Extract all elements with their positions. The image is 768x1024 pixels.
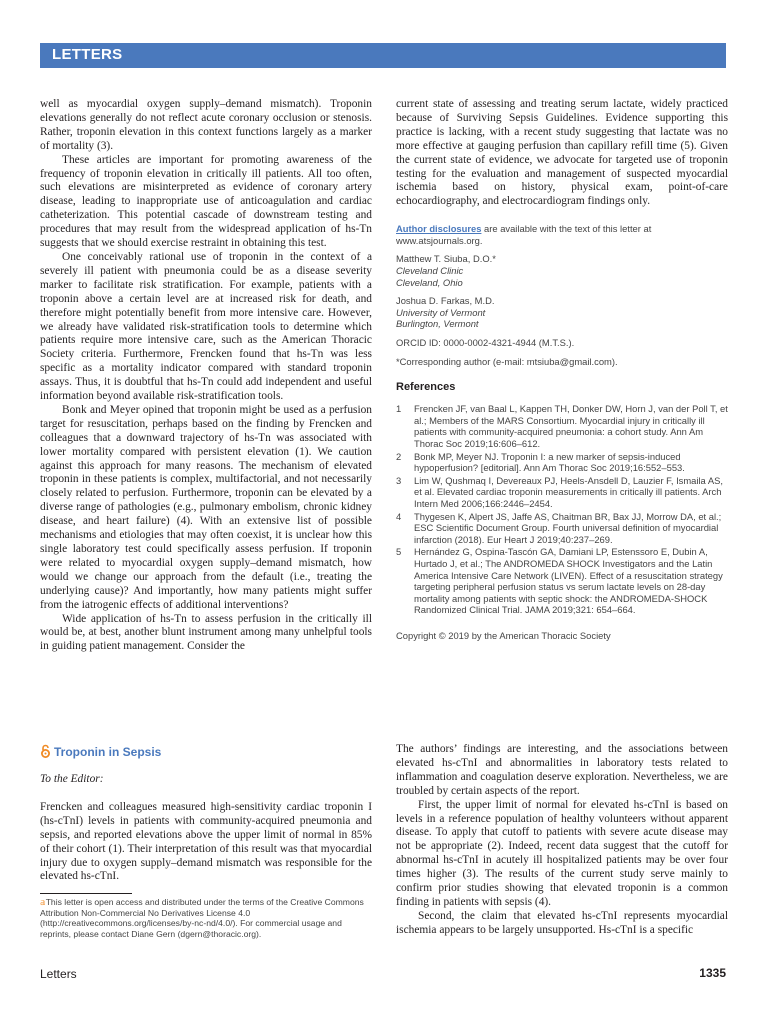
page-number: 1335 bbox=[699, 966, 726, 980]
reference-text: Lim W, Qushmaq I, Devereaux PJ, Heels-Ansdell D, Lauzier F, Ismaila AS, et al. Elevated cardiac troponin measurements in critically ill patients. Arch Intern Med 2006;166:2446–2454. bbox=[414, 474, 723, 509]
orcid: ORCID ID: 0000-0002-4321-4944 (M.T.S.). bbox=[396, 337, 575, 348]
paragraph: The authors’ findings are interesting, and the associations between elevated hs-cTnI and abnormalities in laboratory tests related to inflammation and coagulation deserve exploration. Nevertheless, we are troubled by certain aspects of the report. bbox=[396, 743, 728, 797]
footnote-rule bbox=[40, 893, 132, 894]
reference-item bbox=[396, 451, 728, 474]
reference-item bbox=[396, 475, 728, 510]
reference-text: Bonk MP, Meyer NJ. Troponin I: a new marker of sepsis-induced hypoperfusion? [editorial]. Ann Am Thorac Soc 2019;16:552–553. bbox=[414, 450, 685, 474]
salutation: To the Editor: bbox=[40, 773, 104, 785]
author-disclosures: Author disclosures are available with the text of this letter at www.atsjournals.org. bbox=[396, 223, 652, 246]
reference-item bbox=[396, 511, 728, 546]
letter-title: Troponin in Sepsis bbox=[40, 744, 372, 759]
right-column-bottom bbox=[396, 743, 728, 938]
section-label: LETTERS bbox=[52, 46, 123, 63]
footer-section-label: Letters bbox=[40, 967, 77, 981]
paragraph: One conceivably rational use of troponin in the context of a severely ill patient with pneumonia could be as a disease severity marker to facilitate risk stratification. For example, patients with a troponin above a certain level are at increased risk for death, and therefore might potentially benefit from more intensive care. However, we already have validated risk-stratification tools to determine which patients require more intensive care, such as the American Thoracic Society criteria. Furthermore, Frencken found that hs-Tn was less specific as a mortality indicator compared with standard troponin assays. Thus, it is doubtful that hs-Tn could add independent and useful information beyond available risk-stratification tools. bbox=[40, 250, 372, 403]
reference-text: Hernández G, Ospina-Tascón GA, Damiani LP, Estenssoro E, Dubin A, Hurtado J, et al.; The ANDROMEDA SHOCK Investigators and the Latin America Intensive Care Network (LIVEN). Effect of a resuscitation strategy targeting peripheral perfusion status vs serum lactate levels on 28-day mortality among patients with septic shock: the ANDROMEDA-SHOCK Randomized Clinical Trial. JAMA 2019;321: 654–664. bbox=[414, 546, 723, 616]
open-access-footnote: 𝕒This letter is open access and distributed under the terms of the Creative Commons Attribution Non-Commercial No Derivatives License 4.0 (http://creativecommons.org/licenses/by-nc-nd/4.0/). For commercial usage and reprints, please contact Diane Gern (dgern@thoracic.org). bbox=[40, 897, 364, 939]
corresponding-author: *Corresponding author (e-mail: mtsiuba@gmail.com). bbox=[396, 355, 618, 367]
paragraph: well as myocardial oxygen supply–demand mismatch). Troponin elevations generally do not reflect acute coronary occlusion or stenosis. Rather, troponin elevation in this context functions largely as a marker of mortality (3). bbox=[40, 98, 372, 152]
left-column-top bbox=[40, 98, 372, 654]
affiliation-location: Burlington, Vermont bbox=[396, 318, 479, 330]
reference-number: 2 bbox=[396, 450, 402, 462]
paragraph: Wide application of hs-Tn to assess perfusion in the critically ill would be, at best, another blunt instrument among many unhelpful tools in guiding patient management. Consider the bbox=[40, 612, 372, 653]
reference-item bbox=[396, 546, 728, 616]
reference-number: 1 bbox=[396, 403, 402, 415]
reference-item bbox=[396, 403, 728, 449]
paragraph: Second, the claim that elevated hs-cTnI represents myocardial ischemia appears to be largely unsupported. Hs-cTnI is a specific bbox=[396, 909, 728, 936]
reference-number: 4 bbox=[396, 510, 402, 522]
author-block bbox=[396, 295, 728, 330]
affiliation: University of Vermont bbox=[396, 306, 486, 318]
reference-list bbox=[396, 403, 728, 616]
paragraph: Frencken and colleagues measured high-sensitivity cardiac troponin I (hs-cTnI) levels in patients with community-acquired pneumonia and sepsis, and reported elevations above the upper limit of normal in 85% of their cohort (1). Their interpretation of this result was that myocardial injury due to oxygen supply–demand mismatch was responsible for the elevated hs-cTnI. bbox=[40, 800, 372, 883]
paragraph: current state of assessing and treating serum lactate, widely practiced because of Surviving Sepsis Guidelines. Evidence supporting this practice is lacking, with a recent study suggesting that lactate was no more effective at gauging perfusion than capillary refill time (5). Given the current state of evidence, we advocate for targeted use of troponin testing for the evaluation and management of suspected myocardial ischemia based on history, physical exam, point-of-care echocardiography, and electrocardiogram findings only. bbox=[396, 98, 728, 208]
paragraph: These articles are important for promoting awareness of the frequency of troponin elevation in critically ill patients. All too often, such elevations are misinterpreted as evidence of coronary artery disease, leading to inappropriate use of anticoagulation and cardiac catheterization. This potential cascade of downstream testing and procedures that may result from the widespread application of hs-Tn suggests that we should exercise restraint in obtaining this test. bbox=[40, 153, 372, 250]
reference-number: 5 bbox=[396, 546, 402, 558]
reference-number: 3 bbox=[396, 474, 402, 486]
affiliation: Cleveland Clinic bbox=[396, 265, 464, 277]
reference-text: Frencken JF, van Baal L, Kappen TH, Donker DW, Horn J, van der Poll T, et al.; Members of the MARS Consortium. Myocardial injury in critically ill patients with community-acquired pneumonia: a cohort study. Ann Am Thorac Soc 2019;16:606–612. bbox=[414, 403, 728, 449]
paragraph: First, the upper limit of normal for elevated hs-cTnI is based on levels in a reference population of healthy volunteers without apparent disease. To apply that cutoff to patients with severe acute disease may not be appropriate (2). Indeed, recent data suggest that the cutoff for abnormal hs-cTnI in acutely ill hospitalized patients may be over four times higher (3). The results of the current study serve mainly to confirm prior studies showing that elevated troponin is a common finding in patients with sepsis (4). bbox=[396, 798, 728, 908]
section-banner bbox=[40, 43, 726, 68]
copyright: Copyright © 2019 by the American Thoracic Society bbox=[396, 629, 611, 641]
right-column-top bbox=[396, 98, 728, 641]
open-access-icon bbox=[40, 744, 51, 758]
reference-text: Thygesen K, Alpert JS, Jaffe AS, Chaitman BR, Bax JJ, Morrow DA, et al.; ESC Scientific Document Group. Fourth universal definition of myocardial infarction (2018). Eur Heart J 2019;40:237–269. bbox=[414, 510, 722, 545]
open-access-icon: 𝕒 bbox=[40, 897, 46, 907]
author-block bbox=[396, 253, 728, 288]
paragraph: Bonk and Meyer opined that troponin might be used as a perfusion target for resuscitation, perhaps based on the finding by Frencken and colleagues that a downward trajectory of hs-Tn was associated with lower mortality compared with persistent elevation (1). We caution against this approach for many reasons. The mechanism of elevated troponin in these patients is complex, multifactorial, and not necessarily closely related to perfusion. Furthermore, troponin can be elevated by a diverse range of pathologies (e.g., pulmonary embolism, chronic kidney disease, and heart failure) (4). With an extensive list of possible mechanisms and etiologies that may often coexist, it is unclear how this single laboratory test could specifically assess perfusion. If troponin were related to myocardial oxygen supply–demand mismatch, how would we change our approach from the default (i.e., treating the underlying cause)? And importantly, how many patients might suffer from the iatrogenic effects of additional interventions? bbox=[40, 403, 372, 611]
references-heading: References bbox=[396, 381, 456, 394]
left-column-bottom bbox=[40, 744, 372, 884]
author-name: Joshua D. Farkas, M.D. bbox=[396, 295, 495, 307]
author-name: Matthew T. Siuba, D.O.* bbox=[396, 253, 496, 265]
disclosures-link[interactable]: Author disclosures bbox=[396, 223, 482, 235]
affiliation-location: Cleveland, Ohio bbox=[396, 276, 463, 288]
